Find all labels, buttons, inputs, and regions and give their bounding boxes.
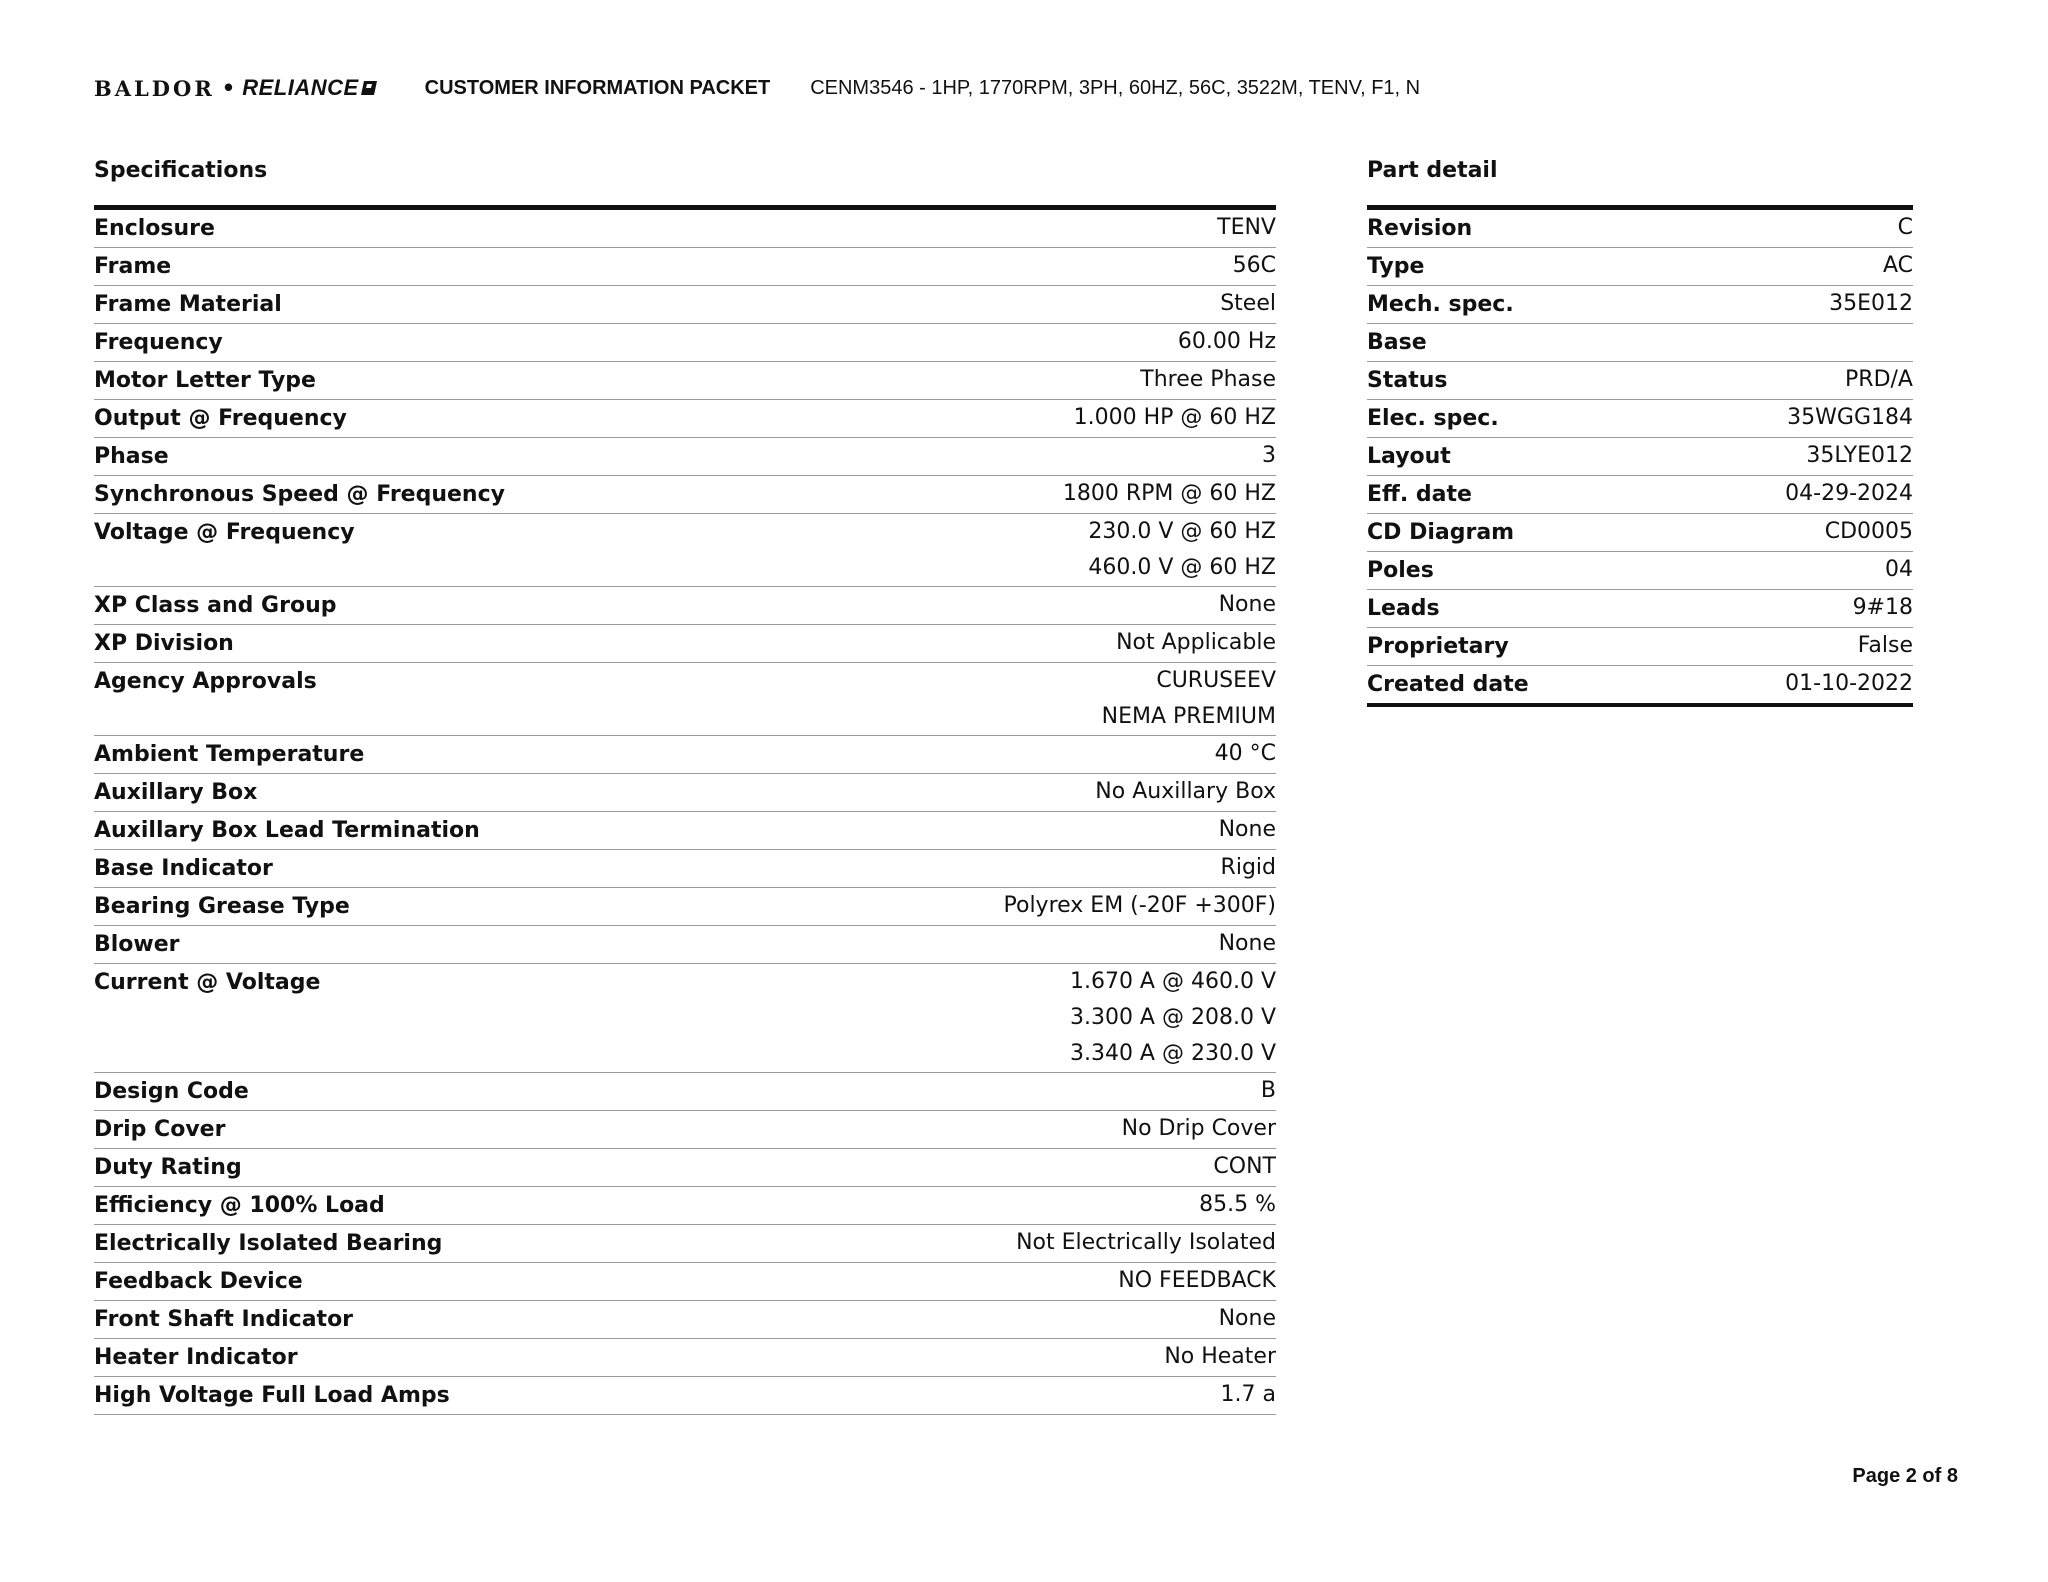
row-value: [1672, 552, 1913, 590]
table-row: [94, 438, 1276, 476]
table-row: [94, 1073, 1276, 1111]
table-row: [94, 1225, 1276, 1263]
row-label: Elec. spec.: [1367, 400, 1672, 438]
value-line: 1800 RPM @ 60 HZ: [1062, 481, 1276, 506]
table-row: [94, 208, 1276, 248]
value-line: B: [1260, 1078, 1276, 1103]
table-row: [94, 362, 1276, 400]
row-label: Mech. spec.: [1367, 286, 1672, 324]
row-value: [805, 1111, 1276, 1149]
row-label: Bearing Grease Type: [94, 888, 805, 926]
row-label: Efficiency @ 100% Load: [94, 1187, 805, 1225]
table-row: [94, 888, 1276, 926]
table-row: [1367, 590, 1913, 628]
value-line: 1.670 A @ 460.0 V: [1069, 969, 1276, 994]
part-detail-table: [1367, 205, 1913, 707]
row-label: Type: [1367, 248, 1672, 286]
row-label: Revision: [1367, 208, 1672, 248]
table-row: [94, 1149, 1276, 1187]
row-label: Electrically Isolated Bearing: [94, 1225, 805, 1263]
row-value: [805, 1263, 1276, 1301]
part-detail-heading: Part detail: [1367, 158, 1498, 183]
row-value: [805, 625, 1276, 663]
value-line: None: [1218, 592, 1276, 617]
table-row: [1367, 476, 1913, 514]
value-line: Rigid: [1220, 855, 1276, 880]
value-line: NEMA PREMIUM: [1101, 704, 1276, 729]
table-row: [94, 850, 1276, 888]
row-value: [805, 324, 1276, 362]
value-line: CONT: [1213, 1154, 1276, 1179]
row-value: [1672, 628, 1913, 666]
company-logo: [94, 75, 377, 101]
row-value: [805, 438, 1276, 476]
row-label: Created date: [1367, 672, 1529, 697]
table-row: [94, 248, 1276, 286]
page-header: [94, 72, 1420, 104]
value-line: No Heater: [1164, 1344, 1276, 1369]
table-row: [1367, 666, 1913, 706]
value-line: Not Applicable: [1116, 630, 1276, 655]
value-line: 3.300 A @ 208.0 V: [1069, 1005, 1276, 1030]
row-value: [805, 248, 1276, 286]
row-label: Heater Indicator: [94, 1339, 805, 1377]
table-row: [94, 1111, 1276, 1149]
table-row: [94, 1377, 1276, 1415]
value-line: None: [1218, 1306, 1276, 1331]
row-value: [805, 286, 1276, 324]
row-label: Frame Material: [94, 286, 805, 324]
table-row: [94, 774, 1276, 812]
table-row: [94, 400, 1276, 438]
row-value: [805, 964, 1276, 1073]
value-line: Polyrex EM (-20F +300F): [1003, 893, 1276, 918]
row-label: Enclosure: [94, 208, 805, 248]
logo-baldor-text: BALDOR: [94, 75, 215, 101]
row-label: Eff. date: [1367, 476, 1672, 514]
value-line: AC: [1882, 253, 1913, 278]
row-value: [805, 812, 1276, 850]
value-line: False: [1857, 633, 1913, 658]
row-label: XP Class and Group: [94, 587, 805, 625]
value-line: CURUSEEV: [1156, 668, 1276, 693]
table-row: [1367, 286, 1913, 324]
table-row: [94, 663, 1276, 736]
specifications-table: [94, 205, 1276, 1415]
row-value: [1672, 286, 1913, 324]
table-row: [94, 286, 1276, 324]
row-label: Auxillary Box Lead Termination: [94, 812, 805, 850]
row-label: Feedback Device: [94, 1263, 805, 1301]
row-value: [1672, 514, 1913, 552]
value-line: 01-10-2022: [1785, 671, 1913, 696]
reliance-mark-icon: [361, 80, 377, 96]
value-line: None: [1218, 817, 1276, 842]
row-label: CD Diagram: [1367, 514, 1672, 552]
table-row: [94, 514, 1276, 587]
value-line: 3: [1262, 443, 1276, 468]
table-row: [1367, 208, 1913, 248]
value-line: 230.0 V @ 60 HZ: [1088, 519, 1276, 544]
row-label: Output @ Frequency: [94, 400, 805, 438]
table-row: [1367, 552, 1913, 590]
table-row: [94, 812, 1276, 850]
row-value: [805, 1377, 1276, 1415]
value-line: 3.340 A @ 230.0 V: [1069, 1041, 1276, 1066]
value-line: 35WGG184: [1787, 405, 1913, 430]
model-title: CENM3546 - 1HP, 1770RPM, 3PH, 60HZ, 56C, 3522M, TENV, F1, N: [810, 76, 1421, 99]
row-value: [805, 888, 1276, 926]
row-value: [1672, 362, 1913, 400]
specifications-heading: Specifications: [94, 158, 268, 183]
row-value: [805, 774, 1276, 812]
table-row: [94, 736, 1276, 774]
value-line: CD0005: [1824, 519, 1913, 544]
row-label: Blower: [94, 926, 805, 964]
row-value: [1672, 438, 1913, 476]
table-row: [94, 964, 1276, 1073]
logo-reliance-text: RELIANCE: [242, 75, 359, 100]
row-label: Layout: [1367, 438, 1672, 476]
row-label: XP Division: [94, 625, 805, 663]
logo-separator: •: [221, 76, 236, 100]
row-label: Frequency: [94, 324, 805, 362]
row-label: High Voltage Full Load Amps: [94, 1377, 805, 1415]
row-label: Motor Letter Type: [94, 362, 805, 400]
table-row: [94, 1263, 1276, 1301]
table-row: [94, 324, 1276, 362]
row-label: Leads: [1367, 590, 1672, 628]
table-row: [1367, 514, 1913, 552]
value-line: 60.00 Hz: [1177, 329, 1276, 354]
row-value: [1672, 590, 1913, 628]
value-line: PRD/A: [1845, 367, 1913, 392]
row-value: [1672, 208, 1913, 248]
table-row: [1367, 628, 1913, 666]
row-label: Auxillary Box: [94, 774, 805, 812]
value-line: No Auxillary Box: [1095, 779, 1276, 804]
row-label: Frame: [94, 248, 805, 286]
value-line: 56C: [1232, 253, 1276, 278]
value-line: 04-29-2024: [1785, 481, 1913, 506]
value-line: NO FEEDBACK: [1118, 1268, 1276, 1293]
row-label: Front Shaft Indicator: [94, 1301, 805, 1339]
row-value: [1672, 666, 1913, 706]
value-line: Not Electrically Isolated: [1016, 1230, 1276, 1255]
value-line: 1.7 a: [1220, 1382, 1276, 1407]
value-line: 460.0 V @ 60 HZ: [1088, 555, 1276, 580]
table-row: [1367, 324, 1913, 362]
table-row: [94, 587, 1276, 625]
table-row: [94, 476, 1276, 514]
row-label: Status: [1367, 362, 1672, 400]
row-value: [805, 400, 1276, 438]
table-row: [94, 625, 1276, 663]
row-value: [805, 362, 1276, 400]
value-line: 40 °C: [1214, 741, 1276, 766]
row-value: [1672, 248, 1913, 286]
row-value: [805, 736, 1276, 774]
page-number: Page 2 of 8: [1852, 1465, 1958, 1487]
table-row: [1367, 362, 1913, 400]
value-line: Three Phase: [1140, 367, 1276, 392]
document-title: CUSTOMER INFORMATION PACKET: [424, 76, 771, 99]
table-row: [94, 1339, 1276, 1377]
value-line: 1.000 HP @ 60 HZ: [1073, 405, 1276, 430]
row-label: Current @ Voltage: [94, 964, 805, 1073]
row-value: [805, 850, 1276, 888]
table-row: [94, 1187, 1276, 1225]
row-value: [805, 926, 1276, 964]
row-label: Agency Approvals: [94, 663, 805, 736]
row-value: [805, 476, 1276, 514]
value-line: 35LYE012: [1806, 443, 1913, 468]
row-value: [805, 1339, 1276, 1377]
value-line: None: [1218, 931, 1276, 956]
row-value: [1672, 476, 1913, 514]
row-value: [805, 1149, 1276, 1187]
row-label: Poles: [1367, 552, 1672, 590]
row-value: [805, 1073, 1276, 1111]
row-label: Ambient Temperature: [94, 736, 805, 774]
table-row: [1367, 248, 1913, 286]
row-label: Drip Cover: [94, 1111, 805, 1149]
row-value: [805, 514, 1276, 587]
table-row: [1367, 438, 1913, 476]
row-label: Base: [1367, 324, 1672, 362]
value-line: C: [1897, 215, 1913, 240]
value-line: TENV: [1217, 215, 1276, 240]
value-line: 85.5 %: [1199, 1192, 1276, 1217]
row-value: [805, 208, 1276, 248]
value-line: 04: [1885, 557, 1913, 582]
value-line: No Drip Cover: [1121, 1116, 1276, 1141]
row-value: [805, 1225, 1276, 1263]
row-label: Duty Rating: [94, 1149, 805, 1187]
value-line: 35E012: [1829, 291, 1913, 316]
row-label: Design Code: [94, 1073, 805, 1111]
row-value: [805, 663, 1276, 736]
row-label: Proprietary: [1367, 628, 1672, 666]
table-row: [1367, 400, 1913, 438]
row-label: Base Indicator: [94, 850, 805, 888]
row-label: Phase: [94, 438, 805, 476]
row-value: [1672, 324, 1913, 362]
row-value: [805, 587, 1276, 625]
table-row: [94, 1301, 1276, 1339]
row-label: Voltage @ Frequency: [94, 514, 805, 587]
value-line: 9#18: [1852, 595, 1913, 620]
row-value: [805, 1301, 1276, 1339]
value-line: Steel: [1220, 291, 1276, 316]
row-label: Synchronous Speed @ Frequency: [94, 476, 805, 514]
row-value: [805, 1187, 1276, 1225]
table-row: [94, 926, 1276, 964]
row-value: [1672, 400, 1913, 438]
